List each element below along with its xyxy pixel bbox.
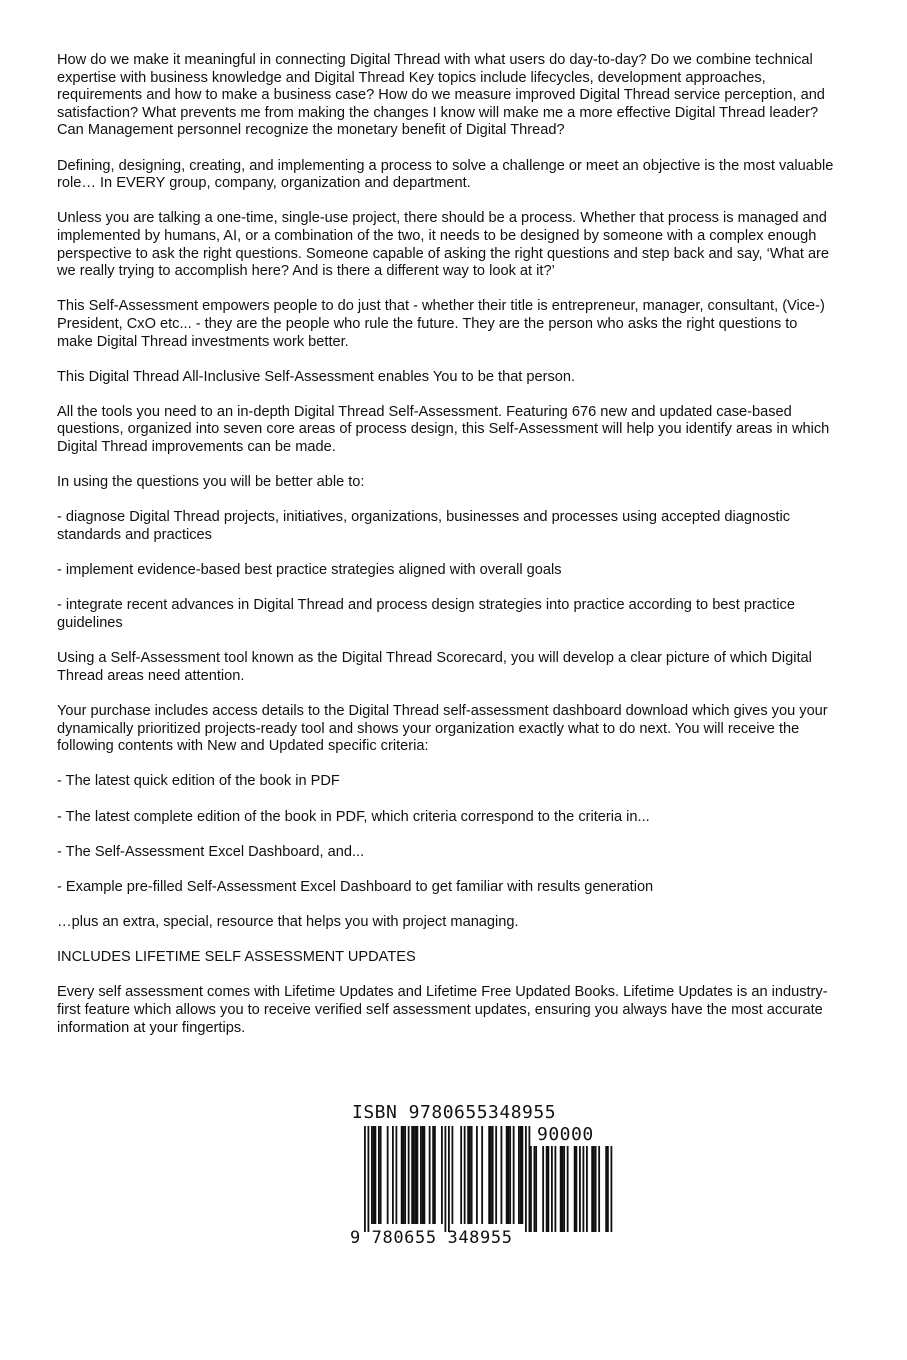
paragraph: Defining, designing, creating, and implementing a process to solve a challenge or meet an objective is the most valuable role… In EVERY group, company, organization and department.	[57, 157, 834, 192]
barcode-addon-bar	[598, 1146, 600, 1232]
barcode-bar	[408, 1126, 410, 1224]
barcode-addon-bar	[593, 1146, 595, 1232]
barcode-bar	[422, 1126, 424, 1224]
paragraph: Every self assessment comes with Lifetime Updates and Lifetime Free Updated Books. Lifetime Updates is an industry-first feature which allows you to receive verified self assessment updates, ensuring you always have the most accurate information at your fingertips.	[57, 984, 828, 1036]
isbn-barcode	[350, 1102, 615, 1252]
barcode-bar	[452, 1126, 454, 1224]
barcode-addon-bar	[562, 1146, 564, 1232]
barcode-bar	[432, 1126, 434, 1224]
list-item: - The latest complete edition of the book in PDF, which criteria correspond to the criteria in...	[57, 808, 650, 825]
barcode-bar	[481, 1126, 483, 1224]
barcode-addon-bar	[542, 1146, 544, 1232]
barcode-addon-bar	[567, 1146, 569, 1232]
barcode-bar	[387, 1126, 389, 1224]
barcode-addon-bar	[546, 1146, 548, 1232]
paragraph: …plus an extra, special, resource that helps you with project managing.	[57, 914, 519, 931]
barcode-bar	[520, 1126, 522, 1224]
paragraph: In using the questions you will be better able to:	[57, 474, 365, 491]
barcode-bar	[380, 1126, 382, 1224]
barcode-addon-bar	[555, 1146, 557, 1232]
barcode-bar	[413, 1126, 415, 1224]
back-cover-description	[57, 52, 835, 1055]
barcode-bar	[448, 1126, 450, 1232]
barcode-bar	[464, 1126, 466, 1224]
list-item: - integrate recent advances in Digital Thread and process design strategies into practice according to best practice guidelines	[57, 597, 795, 631]
barcode-addon-bar	[574, 1146, 576, 1232]
barcode-bar	[378, 1126, 380, 1224]
paragraph: Unless you are talking a one-time, single-use project, there should be a process. Whether that process is managed and implemented by humans, AI, or a combination of the two, it needs to be designed by someone with a complex enough perspective to ask the right questions. Someone capable of asking the right questions and step back and say, ‘What are we really trying to accomplish here? And is there a different way to look at it?’	[57, 210, 830, 280]
barcode-addon-bar	[595, 1146, 597, 1232]
paragraph: Your purchase includes access details to the Digital Thread self-assessment dashboard download which gives you your dynamically prioritized projects-ready tool and shows your organization exactly what to do next. You will receive the following contents with New and Updated specific criteria:	[57, 702, 828, 755]
barcode-bar	[364, 1126, 366, 1232]
barcode-bar	[501, 1126, 503, 1224]
barcode-bar	[522, 1126, 524, 1224]
barcode-bar	[476, 1126, 478, 1224]
barcode-bar	[506, 1126, 508, 1224]
barcode-bar	[469, 1126, 471, 1224]
paragraph: All the tools you need to an in-depth Digital Thread Self-Assessment. Featuring 676 new and updated case-based questions, organized into seven core areas of process design, this Self-Assessment will help you identify areas in which Digital Thread improvements can be made.	[57, 403, 830, 456]
barcode-bar	[403, 1126, 405, 1224]
barcode-bar	[495, 1126, 497, 1224]
paragraph: This Digital Thread All-Inclusive Self-Assessment enables You to be that person.	[57, 368, 576, 385]
barcode-bar	[417, 1126, 419, 1224]
ean-digits: 9 780655 348955	[350, 1228, 513, 1248]
paragraph: Using a Self-Assessment tool known as the Digital Thread Scorecard, you will develop a clear picture of which Digital Thread areas need attention.	[57, 650, 812, 684]
barcode-bar	[508, 1126, 510, 1224]
barcode-bar	[368, 1126, 370, 1232]
barcode-bar	[434, 1126, 436, 1224]
barcode-addon-bar	[579, 1146, 581, 1232]
barcode-addon-bar	[534, 1146, 536, 1232]
barcode-addon-bar	[576, 1146, 578, 1232]
isbn-label: ISBN 9780655348955	[352, 1102, 557, 1123]
barcode-bar	[467, 1126, 469, 1224]
list-item: - diagnose Digital Thread projects, initiatives, organizations, businesses and processes using accepted diagnostic standards and practices	[57, 509, 791, 544]
barcode-addon-bar	[583, 1146, 585, 1232]
barcode-bar	[415, 1126, 417, 1224]
paragraph: How do we make it meaningful in connecting Digital Thread with what users do day-to-day? Do we combine technical expertise with business knowledge and Digital Thread Key topics include lifecycles, development approaches, requirements and how to make a business case? How do we measure improved Digital Thread service perception, and satisfaction? What prevents me from making the changes I know will make me a more effective Digital Thread leader? Can Management personnel recognize the monetary benefit of Digital Thread?	[57, 52, 825, 139]
barcode-addon-bar	[591, 1146, 593, 1232]
barcode-bar	[445, 1126, 447, 1232]
barcode-bar	[429, 1126, 431, 1224]
barcode-bar	[513, 1126, 515, 1224]
list-item: - implement evidence-based best practice strategies aligned with overall goals	[57, 562, 562, 579]
barcode-bar	[392, 1126, 394, 1224]
barcode-bar	[518, 1126, 520, 1224]
barcode-addon-bar	[605, 1146, 607, 1232]
barcode-bar	[441, 1126, 443, 1224]
barcode-addon-bar	[535, 1146, 537, 1232]
barcode-addon-bar	[560, 1146, 562, 1232]
barcode-addon-bar	[586, 1146, 588, 1232]
barcode-bar	[525, 1126, 527, 1232]
list-item: - The latest quick edition of the book in PDF	[57, 773, 340, 790]
barcode-bar	[396, 1126, 398, 1224]
barcode-bar	[401, 1126, 403, 1224]
barcode-bar	[424, 1126, 426, 1224]
barcode-bar	[509, 1126, 511, 1224]
barcode-bar	[490, 1126, 492, 1224]
list-item: - Example pre-filled Self-Assessment Excel Dashboard to get familiar with results generation	[57, 878, 654, 895]
barcode-bar	[471, 1126, 473, 1224]
barcode-bar	[375, 1126, 377, 1224]
paragraph: This Self-Assessment empowers people to do just that - whether their title is entrepreneur, manager, consultant, (Vice-) President, CxO etc... - they are the people who rule the future. They are the person who asks the right questions to make Digital Thread investments work better.	[57, 298, 825, 350]
barcode-bar	[492, 1126, 494, 1224]
barcode-addon-bar	[611, 1146, 613, 1232]
barcode-bar	[371, 1126, 373, 1224]
barcode-bar	[404, 1126, 406, 1224]
barcode-addon-bar	[548, 1146, 550, 1232]
barcode-bar	[411, 1126, 413, 1224]
barcode-bar	[488, 1126, 490, 1224]
barcode-addon-bar	[607, 1146, 609, 1232]
barcode-bar	[420, 1126, 422, 1224]
section-heading: INCLUDES LIFETIME SELF ASSESSMENT UPDATES	[57, 949, 416, 966]
barcode-addon-bar	[530, 1146, 532, 1232]
price-code: 90000	[537, 1124, 594, 1145]
barcode-addon-bar	[563, 1146, 565, 1232]
barcode-addon-bar	[551, 1146, 553, 1232]
barcode-bar	[460, 1126, 462, 1224]
barcode-bars	[350, 1102, 615, 1232]
barcode-bar	[373, 1126, 375, 1224]
list-item: - The Self-Assessment Excel Dashboard, and...	[57, 843, 365, 860]
